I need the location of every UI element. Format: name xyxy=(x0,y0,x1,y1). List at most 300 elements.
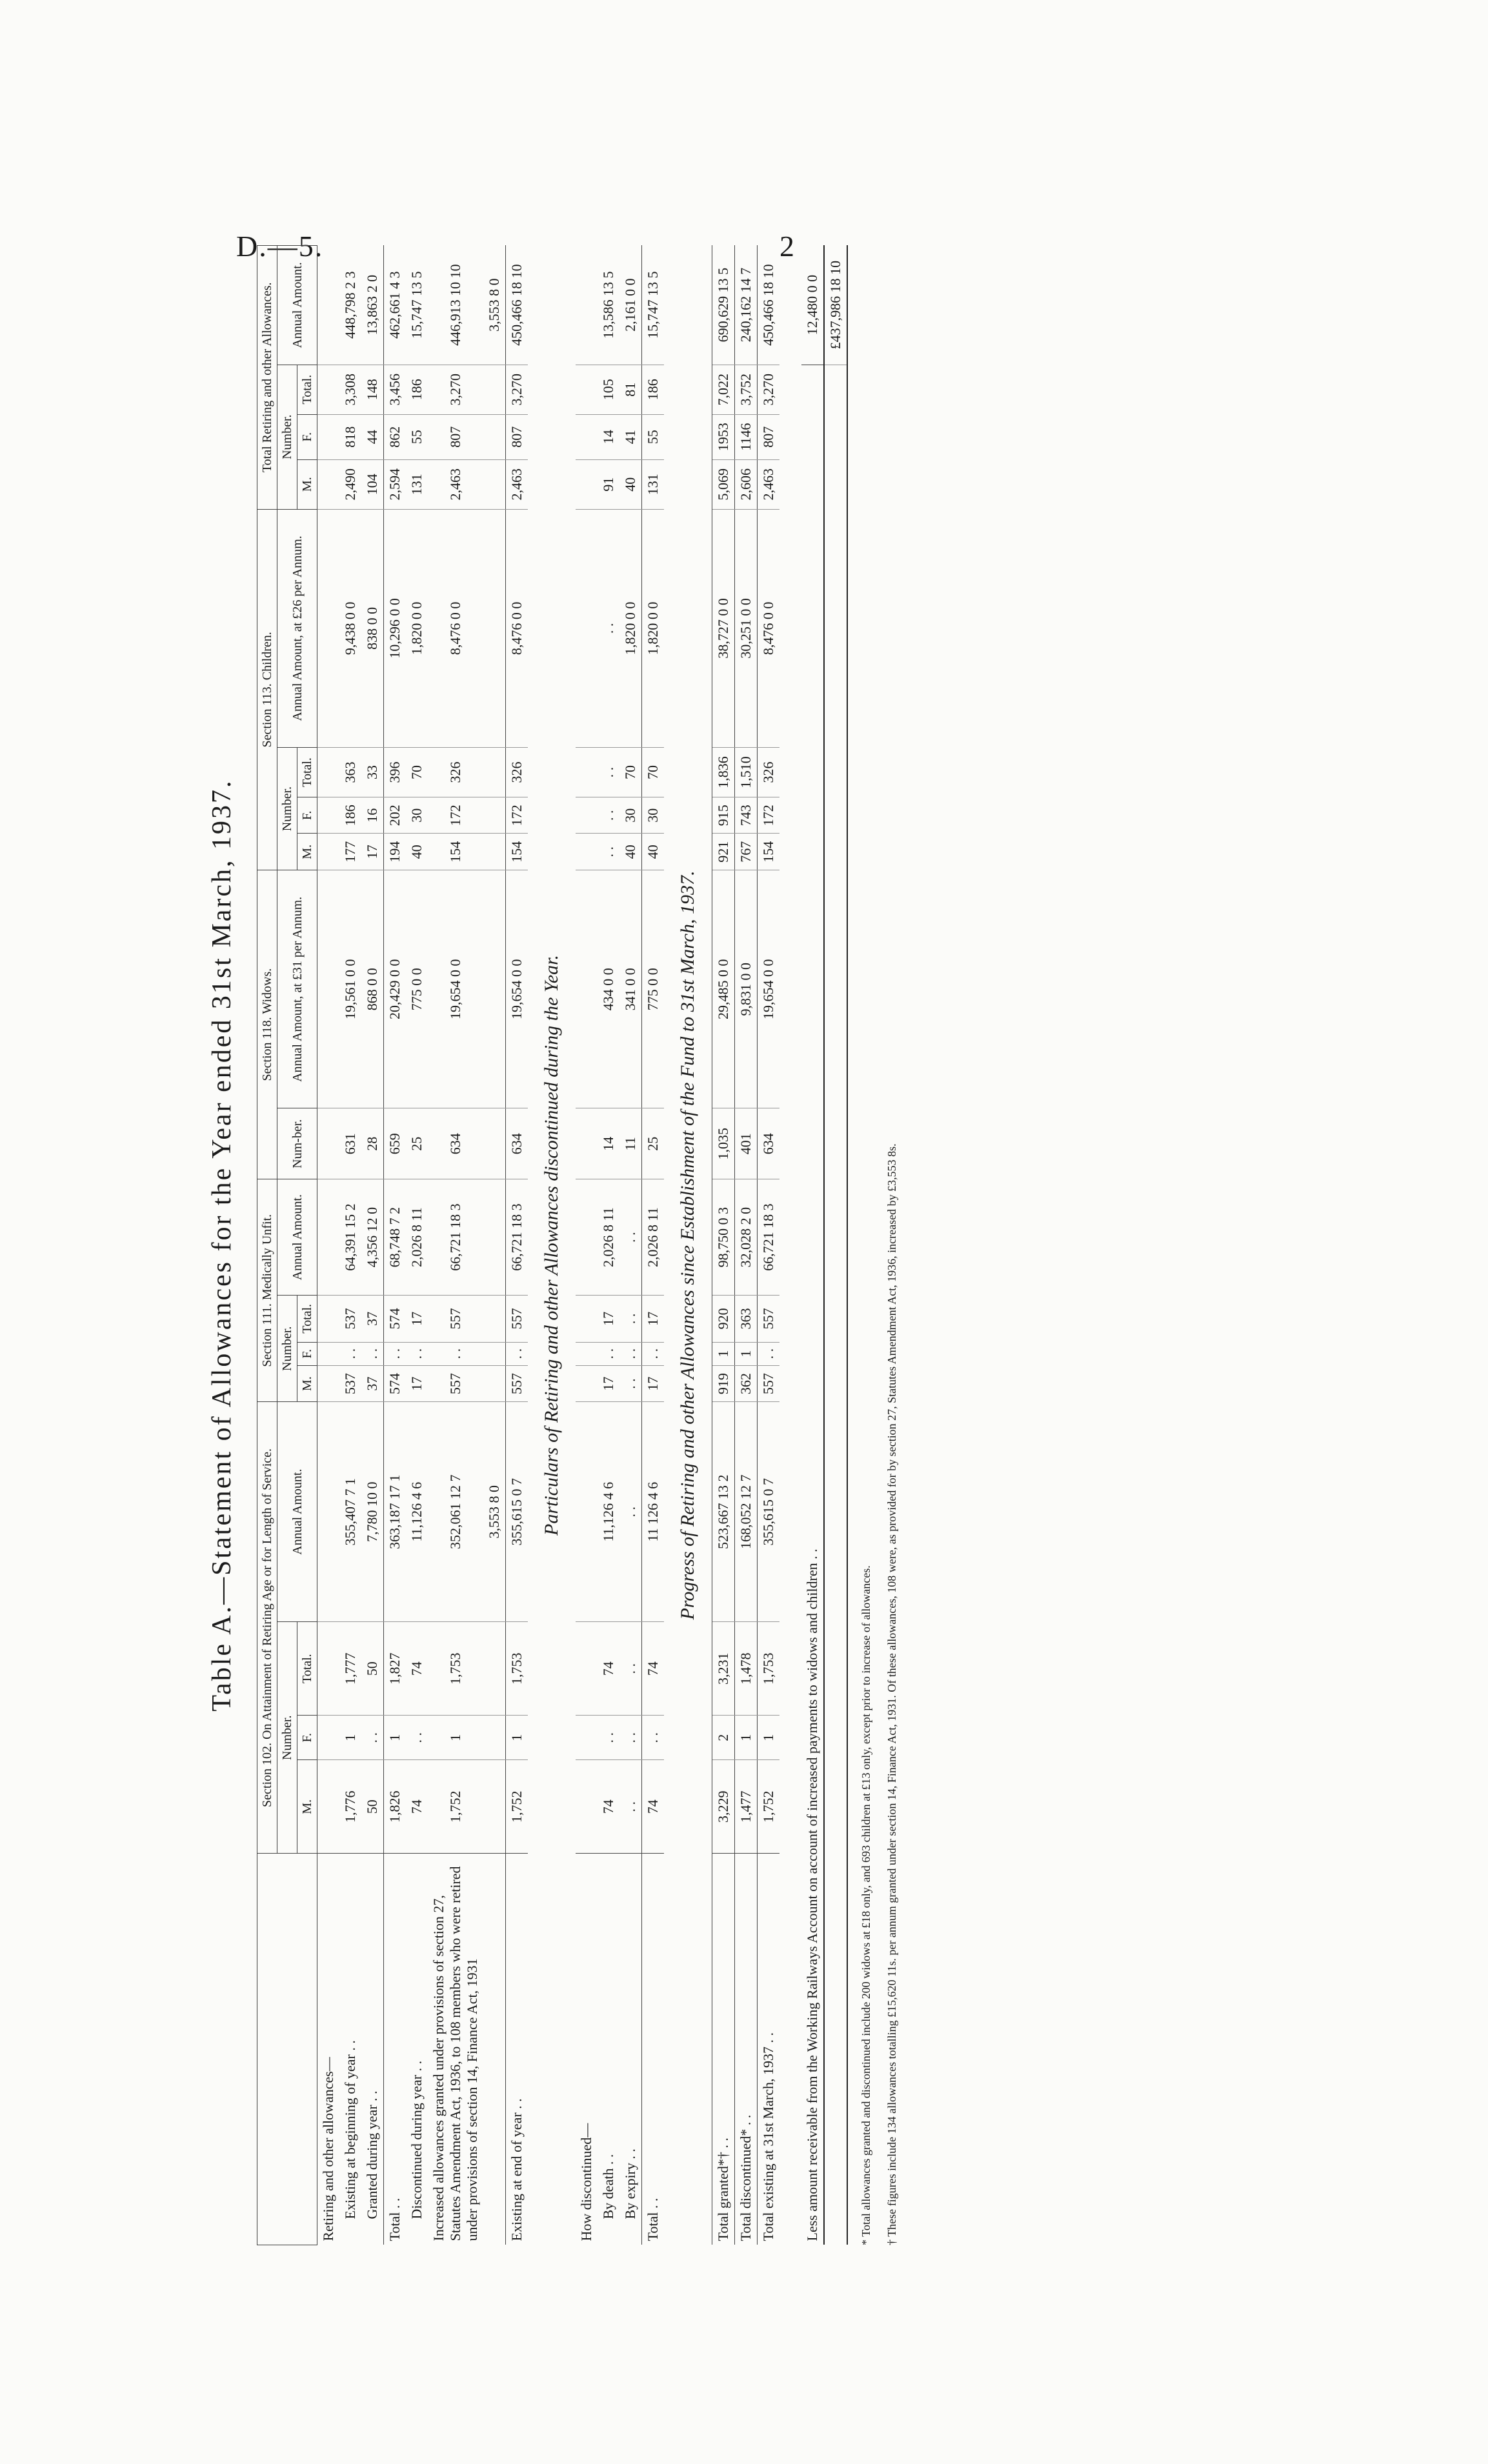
table-cell: 15,747 13 5 xyxy=(406,246,428,365)
table-cell xyxy=(576,1716,598,1760)
table-cell: 3,553 8 0 xyxy=(483,246,506,365)
table-cell: 363,187 17 1 xyxy=(384,1402,407,1622)
table-cell xyxy=(317,797,340,834)
table-cell xyxy=(483,1296,506,1342)
table-cell: 5,069 xyxy=(712,459,735,509)
table-row xyxy=(339,246,361,2245)
row-label: Existing at beginning of year . . xyxy=(339,1854,361,2245)
table-cell: 74 xyxy=(406,1622,428,1716)
table-cell: 807 xyxy=(758,414,780,459)
table-cell: 172 xyxy=(758,797,780,834)
progress-heading: Progress of Retiring and other Allowances since Establishment of the Fund to 31st March, 1937. xyxy=(677,870,698,1620)
table-cell: 1 xyxy=(735,1716,758,1760)
table-cell: 3,270 xyxy=(506,365,528,414)
m-header: M. xyxy=(297,1760,317,1854)
table-cell xyxy=(317,1760,340,1854)
table-cell xyxy=(576,509,598,747)
table-cell: 19,654 0 0 xyxy=(758,870,780,1108)
table-cell: 11,126 4 6 xyxy=(598,1402,619,1622)
table-cell xyxy=(576,748,598,797)
table-cell xyxy=(317,509,340,747)
table-cell: 1,753 xyxy=(506,1622,528,1716)
table-row xyxy=(361,246,384,2245)
row-label: Total granted*† . . xyxy=(712,1854,735,2245)
table-cell: 355,615 0 7 xyxy=(758,1402,780,1622)
table-cell: 3,752 xyxy=(735,365,758,414)
table-cell: 326 xyxy=(506,748,528,797)
table-cell xyxy=(576,1296,598,1342)
table-cell: 154 xyxy=(506,834,528,870)
table-cell xyxy=(576,1342,598,1365)
table-cell: . . xyxy=(598,509,619,747)
table-cell: 3,456 xyxy=(384,365,407,414)
table-cell: 767 xyxy=(735,834,758,870)
table-cell: 8,476 0 0 xyxy=(506,509,528,747)
table-cell xyxy=(317,1365,340,1402)
f-header: F. xyxy=(297,1716,317,1760)
table-cell xyxy=(576,1179,598,1296)
table-cell: 1 xyxy=(428,1716,483,1760)
table-cell xyxy=(576,1108,598,1179)
table-cell: . . xyxy=(758,1342,780,1365)
table-cell xyxy=(576,414,598,459)
table-cell: 74 xyxy=(598,1622,619,1716)
progress-body xyxy=(712,246,780,2245)
table-row xyxy=(576,246,598,2245)
table-cell: 1,820 0 0 xyxy=(642,509,665,747)
table-cell: 20,429 0 0 xyxy=(384,870,407,1108)
table-cell: 50 xyxy=(361,1622,384,1716)
row-label: By death . . xyxy=(598,1854,619,2245)
amount-header: Annual Amount, at £26 per Annum. xyxy=(277,509,317,747)
table-cell: 91 xyxy=(598,459,619,509)
row-label: Total . . xyxy=(642,1854,665,2245)
table-cell: . . xyxy=(406,1716,428,1760)
table-cell xyxy=(576,834,598,870)
f-header: F. xyxy=(297,797,317,834)
table-cell: 2 xyxy=(712,1716,735,1760)
table-cell: 352,061 12 7 xyxy=(428,1402,483,1622)
page-number: 2 xyxy=(779,230,794,263)
table-cell: 2,463 xyxy=(506,459,528,509)
table-cell: 98,750 0 3 xyxy=(712,1179,735,1296)
col-total: Total Retiring and other Allowances. xyxy=(257,246,277,510)
table-cell: 50 xyxy=(361,1760,384,1854)
table-cell: 523,667 13 2 xyxy=(712,1402,735,1622)
table-cell xyxy=(576,1760,598,1854)
table-cell xyxy=(317,1402,340,1622)
table-cell: 70 xyxy=(619,748,642,797)
table-cell: 3,229 xyxy=(712,1760,735,1854)
table-title: Table A.—Statement of Allowances for the Year ended 31st March, 1937. xyxy=(207,779,237,1712)
table-cell: 557 xyxy=(758,1296,780,1342)
rotated-table-area xyxy=(206,245,1355,2245)
table-cell: 1,836 xyxy=(712,748,735,797)
table-row xyxy=(317,246,340,2245)
table-cell xyxy=(483,365,506,414)
table-cell: . . xyxy=(598,1342,619,1365)
table-cell: 37 xyxy=(361,1296,384,1342)
number-header: Number. xyxy=(277,365,297,509)
table-cell: 131 xyxy=(406,459,428,509)
table-cell: 19,654 0 0 xyxy=(428,870,483,1108)
table-cell: 3,231 xyxy=(712,1622,735,1716)
table-cell: . . xyxy=(598,834,619,870)
table-cell: 66,721 18 3 xyxy=(428,1179,483,1296)
table-cell: 574 xyxy=(384,1365,407,1402)
table-cell xyxy=(483,748,506,797)
table-cell xyxy=(576,459,598,509)
table-cell: 186 xyxy=(642,365,665,414)
table-cell xyxy=(317,1716,340,1760)
col-s111: Section 111. Medically Unfit. xyxy=(257,1179,277,1402)
label-header xyxy=(257,1854,317,2245)
discontinued-heading: Particulars of Retiring and other Allowances discontinued during the Year. xyxy=(541,955,562,1536)
table-cell: 1,035 xyxy=(712,1108,735,1179)
col-s102: Section 102. On Attainment of Retiring Age or for Length of Service. xyxy=(257,1402,277,1854)
table-cell xyxy=(483,1760,506,1854)
table-cell: . . xyxy=(384,1342,407,1365)
table-cell: 1,826 xyxy=(384,1760,407,1854)
m-header: M. xyxy=(297,1365,317,1402)
table-cell: 3,270 xyxy=(428,365,483,414)
m-header: M. xyxy=(297,459,317,509)
row-label: By expiry . . xyxy=(619,1854,642,2245)
table-cell xyxy=(576,870,598,1108)
footnote-2: † These figures include 134 allowances totalling £15,620 11s. per annum granted under section 14, Finance Act, 1931. Of these allowances, 108 were, as provided for by section 27, Statutes Amendment Act, 1936, increased by £3,553 8s. xyxy=(885,1143,899,2245)
grand-total: £437,986 18 10 xyxy=(824,246,847,365)
table-cell: 17 xyxy=(642,1365,665,1402)
table-cell: . . xyxy=(619,1716,642,1760)
f-header: F. xyxy=(297,414,317,459)
row-label: Retiring and other allowances— xyxy=(317,1854,340,2245)
table-cell: 70 xyxy=(406,748,428,797)
table-row xyxy=(406,246,428,2245)
table-cell: 838 0 0 xyxy=(361,509,384,747)
table-cell: 8,476 0 0 xyxy=(758,509,780,747)
number-header: Number. xyxy=(277,748,297,870)
table-cell: 396 xyxy=(384,748,407,797)
table-cell: 557 xyxy=(428,1365,483,1402)
table-cell: 921 xyxy=(712,834,735,870)
table-row xyxy=(712,246,735,2245)
table-row xyxy=(506,246,528,2245)
table-cell: 25 xyxy=(642,1108,665,1179)
allowances-table xyxy=(257,245,848,2245)
table-cell: 40 xyxy=(406,834,428,870)
table-cell: 64,391 15 2 xyxy=(339,1179,361,1296)
table-cell: 634 xyxy=(428,1108,483,1179)
table-cell: 30,251 0 0 xyxy=(735,509,758,747)
table-cell: 11,126 4 6 xyxy=(406,1402,428,1622)
table-cell: 659 xyxy=(384,1108,407,1179)
table-cell: 19,654 0 0 xyxy=(506,870,528,1108)
table-cell: 537 xyxy=(339,1365,361,1402)
discontinued-body xyxy=(576,246,664,2245)
table-cell: . . xyxy=(428,1342,483,1365)
table-cell xyxy=(317,834,340,870)
footnote-1: * Total allowances granted and discontinued include 200 widows at £18 only, and 693 children at £13 only, except prior to increase of allowances. xyxy=(860,1565,872,2245)
table-cell xyxy=(317,365,340,414)
table-cell: 557 xyxy=(506,1365,528,1402)
row-label xyxy=(483,1854,506,2245)
table-cell xyxy=(483,459,506,509)
table-cell xyxy=(576,1402,598,1622)
number-header: Num-ber. xyxy=(277,1108,317,1179)
table-cell: 1,776 xyxy=(339,1760,361,1854)
table-cell xyxy=(317,459,340,509)
table-cell: 13,586 13 5 xyxy=(598,246,619,365)
table-row xyxy=(642,246,665,2245)
table-cell: 104 xyxy=(361,459,384,509)
table-cell: 131 xyxy=(642,459,665,509)
table-row xyxy=(619,246,642,2245)
table-cell: 807 xyxy=(506,414,528,459)
table-cell: 7,022 xyxy=(712,365,735,414)
table-cell xyxy=(576,1365,598,1402)
table-cell: 446,913 10 10 xyxy=(428,246,483,365)
table-cell xyxy=(317,870,340,1108)
table-cell: 30 xyxy=(642,797,665,834)
table-cell xyxy=(483,1342,506,1365)
table-cell: . . xyxy=(361,1716,384,1760)
number-header: Number. xyxy=(277,1622,297,1854)
table-cell: . . xyxy=(406,1342,428,1365)
table-cell: 450,466 18 10 xyxy=(506,246,528,365)
table-cell xyxy=(576,797,598,834)
table-cell: 1 xyxy=(506,1716,528,1760)
table-cell: 194 xyxy=(384,834,407,870)
table-cell: 17 xyxy=(642,1296,665,1342)
table-cell: 1,510 xyxy=(735,748,758,797)
table-cell: 2,161 0 0 xyxy=(619,246,642,365)
table-cell: 862 xyxy=(384,414,407,459)
table-cell: . . xyxy=(598,797,619,834)
table-cell: 168,052 12 7 xyxy=(735,1402,758,1622)
table-row xyxy=(428,246,483,2245)
table-cell: 1 xyxy=(735,1342,758,1365)
table-cell: 30 xyxy=(619,797,642,834)
table-cell: 29,485 0 0 xyxy=(712,870,735,1108)
table-cell: 30 xyxy=(406,797,428,834)
total-header: Total. xyxy=(297,1622,317,1716)
table-cell: 1,827 xyxy=(384,1622,407,1716)
table-cell: 2,026 8 11 xyxy=(598,1179,619,1296)
table-row xyxy=(735,246,758,2245)
table-cell: . . xyxy=(339,1342,361,1365)
table-cell xyxy=(317,414,340,459)
table-cell: 1,752 xyxy=(428,1760,483,1854)
table-cell: 81 xyxy=(619,365,642,414)
row-label: Granted during year . . xyxy=(361,1854,384,2245)
table-cell: 10,296 0 0 xyxy=(384,509,407,747)
table-cell xyxy=(483,1365,506,1402)
table-cell: 14 xyxy=(598,414,619,459)
table-cell: 363 xyxy=(339,748,361,797)
table-cell: 363 xyxy=(735,1296,758,1342)
less-amount: 12,480 0 0 xyxy=(801,246,824,365)
table-cell: 68,748 7 2 xyxy=(384,1179,407,1296)
table-cell: . . xyxy=(598,748,619,797)
table-cell: 66,721 18 3 xyxy=(506,1179,528,1296)
table-cell: 70 xyxy=(642,748,665,797)
table-cell: 17 xyxy=(361,834,384,870)
table-cell: 9,831 0 0 xyxy=(735,870,758,1108)
col-s118: Section 118. Widows. xyxy=(257,870,277,1179)
table-cell: 775 0 0 xyxy=(642,870,665,1108)
table-cell: 362 xyxy=(735,1365,758,1402)
table-cell xyxy=(483,1716,506,1760)
table-cell: 40 xyxy=(619,834,642,870)
table-cell: 11 126 4 6 xyxy=(642,1402,665,1622)
table-cell: 17 xyxy=(598,1365,619,1402)
table-cell: 631 xyxy=(339,1108,361,1179)
amount-header: Annual Amount. xyxy=(277,246,317,365)
table-cell xyxy=(317,1296,340,1342)
table-cell: 690,629 13 5 xyxy=(712,246,735,365)
table-cell: 326 xyxy=(758,748,780,797)
table-cell: 868 0 0 xyxy=(361,870,384,1108)
table-cell xyxy=(483,797,506,834)
table-cell: . . xyxy=(598,1716,619,1760)
table-cell: . . xyxy=(506,1342,528,1365)
number-header: Number. xyxy=(277,1296,297,1402)
table-cell: 807 xyxy=(428,414,483,459)
table-cell: 9,438 0 0 xyxy=(339,509,361,747)
table-cell: 13,863 2 0 xyxy=(361,246,384,365)
table-cell: 7,780 10 0 xyxy=(361,1402,384,1622)
table-cell: 775 0 0 xyxy=(406,870,428,1108)
table-cell: 818 xyxy=(339,414,361,459)
table-cell: . . xyxy=(642,1716,665,1760)
table-cell: 4,356 12 0 xyxy=(361,1179,384,1296)
table-cell xyxy=(317,1342,340,1365)
table-cell: 355,407 7 1 xyxy=(339,1402,361,1622)
table-cell: 240,162 14 7 xyxy=(735,246,758,365)
table-cell: . . xyxy=(619,1622,642,1716)
row-label: Increased allowances granted under provisions of section 27, Statutes Amendment Act, 1936, to 108 members who were retired under provisions of section 14, Finance Act, 1931 xyxy=(428,1854,483,2245)
m-header: M. xyxy=(297,834,317,870)
table-cell: 55 xyxy=(642,414,665,459)
main-body xyxy=(317,246,528,2245)
table-cell: 919 xyxy=(712,1365,735,1402)
amount-header: Annual Amount. xyxy=(277,1402,317,1622)
table-cell: 154 xyxy=(428,834,483,870)
table-cell: 462,661 4 3 xyxy=(384,246,407,365)
table-cell: 341 0 0 xyxy=(619,870,642,1108)
table-cell: 1,820 0 0 xyxy=(406,509,428,747)
table-cell: 19,561 0 0 xyxy=(339,870,361,1108)
row-label: Discontinued during year . . xyxy=(406,1854,428,2245)
table-cell: 17 xyxy=(406,1365,428,1402)
table-cell: 2,026 8 11 xyxy=(642,1179,665,1296)
table-cell xyxy=(483,414,506,459)
amount-header: Annual Amount. xyxy=(277,1179,317,1296)
table-cell: 355,615 0 7 xyxy=(506,1402,528,1622)
table-cell: 11 xyxy=(619,1108,642,1179)
table-cell: 634 xyxy=(506,1108,528,1179)
table-cell: 2,463 xyxy=(428,459,483,509)
table-cell xyxy=(483,870,506,1108)
table-cell: 2,463 xyxy=(758,459,780,509)
table-row xyxy=(483,246,506,2245)
table-cell: 186 xyxy=(339,797,361,834)
table-cell: . . xyxy=(361,1342,384,1365)
table-cell: 1146 xyxy=(735,414,758,459)
less-label: Less amount receivable from the Working Railways Account on account of increased payments to widows and children . . xyxy=(801,365,824,2245)
table-cell: 66,721 18 3 xyxy=(758,1179,780,1296)
table-cell: 186 xyxy=(406,365,428,414)
table-cell: 44 xyxy=(361,414,384,459)
table-cell: 743 xyxy=(735,797,758,834)
table-cell: 17 xyxy=(406,1296,428,1342)
table-cell: 557 xyxy=(506,1296,528,1342)
table-cell: 1,752 xyxy=(506,1760,528,1854)
table-cell xyxy=(483,1108,506,1179)
table-cell: 1,820 0 0 xyxy=(619,509,642,747)
table-cell: 28 xyxy=(361,1108,384,1179)
table-cell xyxy=(317,1108,340,1179)
row-label: Total discontinued* . . xyxy=(735,1854,758,2245)
table-cell: 1953 xyxy=(712,414,735,459)
table-cell: 74 xyxy=(642,1622,665,1716)
table-cell: 74 xyxy=(406,1760,428,1854)
table-cell xyxy=(317,246,340,365)
table-cell xyxy=(483,1179,506,1296)
table-cell: 537 xyxy=(339,1296,361,1342)
table-cell: . . xyxy=(619,1760,642,1854)
table-cell: 74 xyxy=(598,1760,619,1854)
table-cell: 148 xyxy=(361,365,384,414)
row-label: Total . . xyxy=(384,1854,407,2245)
table-cell: 15,747 13 5 xyxy=(642,246,665,365)
table-cell: 1 xyxy=(712,1342,735,1365)
table-cell: 1,752 xyxy=(758,1760,780,1854)
col-s113: Section 113. Children. xyxy=(257,509,277,870)
row-label: How discontinued— xyxy=(576,1854,598,2245)
table-cell: 2,026 8 11 xyxy=(406,1179,428,1296)
table-cell: . . xyxy=(619,1342,642,1365)
table-cell: 8,476 0 0 xyxy=(428,509,483,747)
table-cell: 3,308 xyxy=(339,365,361,414)
table-cell xyxy=(317,1622,340,1716)
table-cell: 434 0 0 xyxy=(598,870,619,1108)
table-cell: 574 xyxy=(384,1296,407,1342)
amount-header: Annual Amount, at £31 per Annum. xyxy=(277,870,317,1108)
table-cell xyxy=(576,1622,598,1716)
table-cell: 41 xyxy=(619,414,642,459)
table-cell: . . xyxy=(619,1296,642,1342)
table-cell: 37 xyxy=(361,1365,384,1402)
table-cell: 3,270 xyxy=(758,365,780,414)
table-row xyxy=(598,246,619,2245)
table-cell: 1 xyxy=(339,1716,361,1760)
total-header: Total. xyxy=(297,1296,317,1342)
table-cell: 326 xyxy=(428,748,483,797)
table-cell: 105 xyxy=(598,365,619,414)
table-cell: 634 xyxy=(758,1108,780,1179)
table-row xyxy=(758,246,780,2245)
table-cell: 172 xyxy=(506,797,528,834)
table-cell: 172 xyxy=(428,797,483,834)
table-cell xyxy=(317,1179,340,1296)
row-label: Total existing at 31st March, 1937 . . xyxy=(758,1854,780,2245)
table-cell: 38,727 0 0 xyxy=(712,509,735,747)
table-cell: 177 xyxy=(339,834,361,870)
table-cell: 450,466 18 10 xyxy=(758,246,780,365)
table-cell: . . xyxy=(619,1402,642,1622)
table-cell: 154 xyxy=(758,834,780,870)
